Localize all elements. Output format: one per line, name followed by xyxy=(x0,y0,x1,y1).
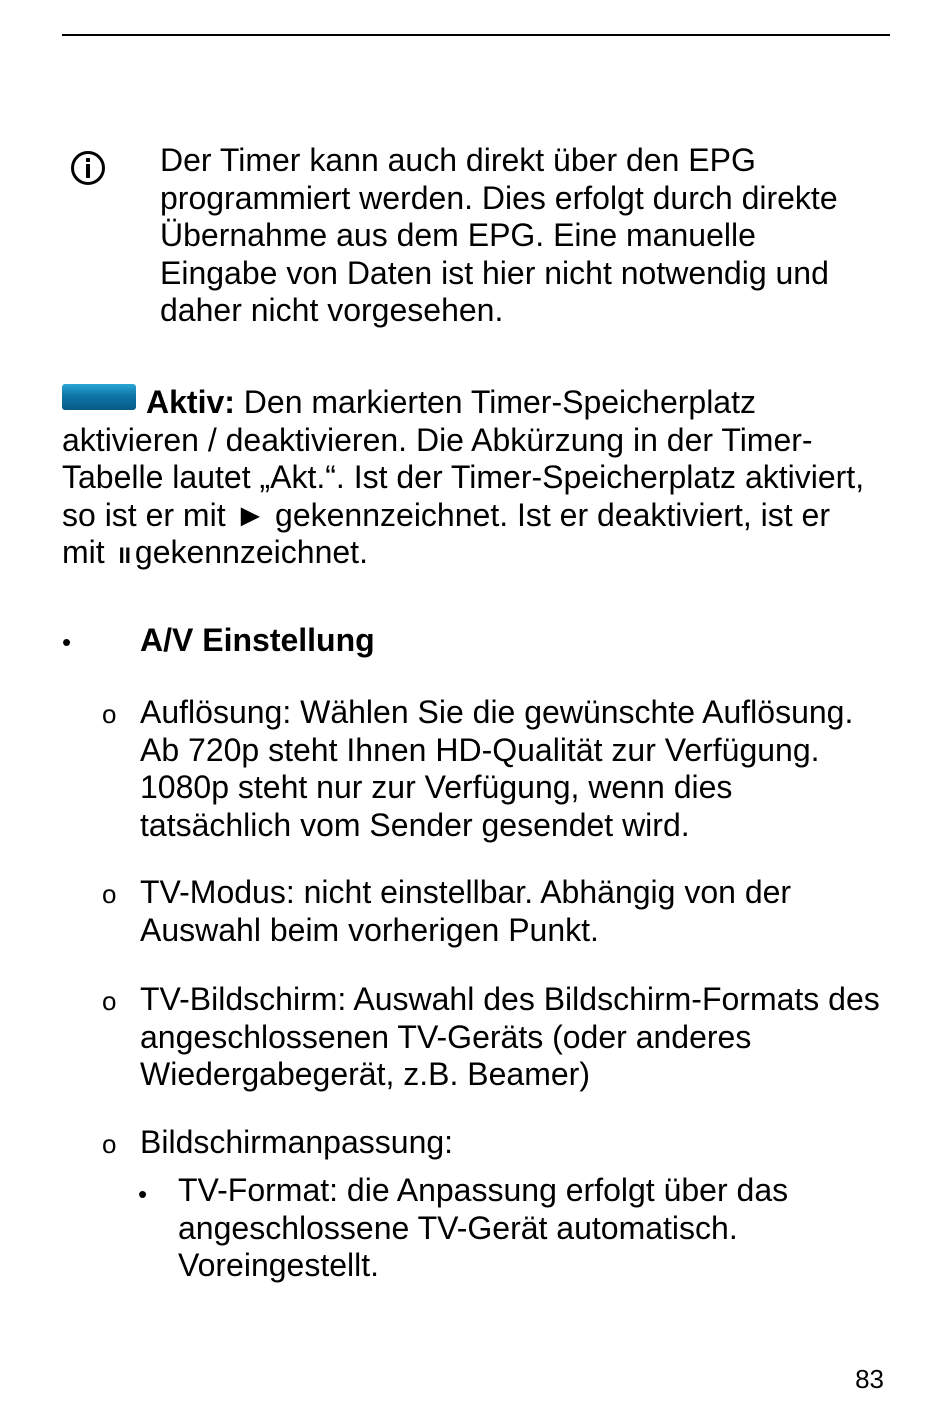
page-number: 83 xyxy=(855,1364,884,1394)
aktiv-paragraph xyxy=(62,384,892,575)
list-marker: o xyxy=(102,699,117,729)
info-icon xyxy=(70,150,106,186)
header-rule xyxy=(62,34,890,36)
aktiv-text-3: gekennzeichnet. xyxy=(134,534,368,570)
sublist-item-tv-format: TV-Format: die Anpassung erfolgt über das angeschlossene TV-Gerät automatisch. Voreingestellt. xyxy=(178,1172,789,1283)
aktiv-label: Aktiv: xyxy=(146,384,235,420)
blue-key-icon xyxy=(62,384,136,410)
section-bullet: • xyxy=(62,627,72,657)
aktiv-text-2: gekennzeichnet. Ist er deaktiviert, ist er mit xyxy=(62,496,830,570)
note-text: Der Timer kann auch direkt über den EPG programmiert werden. Dies erfolgt durch direkte Übernahme aus dem EPG. Eine manuelle Eingabe von Daten ist hier nicht notwendig und daher nicht vorgesehen. xyxy=(160,142,838,328)
sublist-marker: • xyxy=(138,1179,148,1209)
play-symbol-icon: ► xyxy=(234,496,267,533)
pause-symbol-icon: II xyxy=(118,543,131,568)
section-title: A/V Einstellung xyxy=(140,622,375,658)
list-item-bildschirmanpassung: Bildschirmanpassung: xyxy=(140,1124,454,1160)
list-item-tv-bildschirm: TV-Bildschirm: Auswahl des Bildschirm-Formats des angeschlossenen TV-Geräts (oder anderes Wiedergabegerät, z.B. Beamer) xyxy=(140,981,880,1092)
list-marker: o xyxy=(102,879,117,909)
list-item-aufloesung: Auflösung: Wählen Sie die gewünschte Auflösung. Ab 720p steht Ihnen HD-Qualität zur Verfügung. 1080p steht nur zur Verfügung, wenn dies tatsächlich vom Sender gesendet wird. xyxy=(140,694,854,843)
list-item-tv-modus: TV-Modus: nicht einstellbar. Abhängig von der Auswahl beim vorherigen Punkt. xyxy=(140,874,792,948)
list-marker: o xyxy=(102,1129,117,1159)
aktiv-text-1: Den markierten Timer-Speicherplatz aktivieren / deaktivieren. Die Abkürzung in der Timer-Tabelle lautet „Akt.“. Ist der Timer-Speicherplatz aktiviert, so ist er mit xyxy=(62,384,865,533)
list-marker: o xyxy=(102,986,117,1016)
